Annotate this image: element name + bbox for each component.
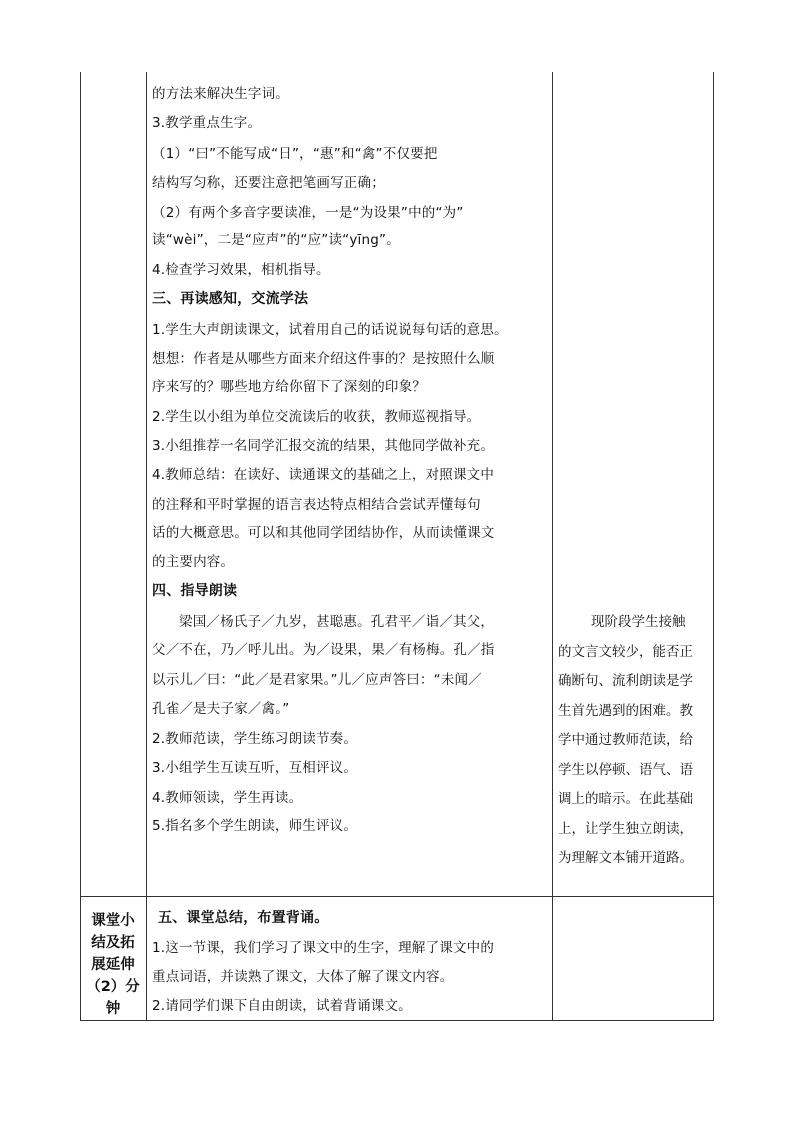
text-line: 1.这一节课，我们学习了课文中的生字，理解了课文中的 (152, 940, 495, 956)
note-line: 现阶段学生接触 (591, 614, 686, 630)
text-line: 4.教师总结：在读好、读通课文的基础之上，对照课文中 (152, 467, 495, 483)
text-line: 的主要内容。 (152, 554, 235, 570)
section-heading: 四、指导朗读 (152, 583, 238, 599)
note-line: 为理解文本铺开道路。 (558, 850, 693, 866)
label-line: 展延伸 (91, 957, 135, 973)
note-line: 确断句、流利朗读是学 (558, 673, 693, 689)
text-line: （1）“曰”不能写成“日”，“惠”和“禽”不仅要把 (152, 146, 438, 162)
text-line: 4.教师领读，学生再读。 (152, 790, 303, 806)
section-heading: 五、课堂总结，布置背诵。 (158, 910, 329, 926)
text-line: 3.小组学生互读互听，互相评议。 (152, 760, 358, 776)
label-line: （2）分 (86, 979, 140, 995)
table-column-divider-2 (552, 72, 553, 1021)
table-border-bottom (80, 1020, 713, 1021)
row-divider (80, 896, 713, 897)
text-line: 梁国／杨氏子／九岁，甚聪惠。孔君平／诣／其父， (179, 614, 495, 630)
note-line: 调上的暗示。在此基础 (558, 791, 693, 807)
text-line: 2.学生以小组为单位交流读后的收获，教师巡视指导。 (152, 409, 481, 425)
table-column-divider-1 (146, 72, 147, 1021)
text-line: 以示儿／曰：“此／是君家果。”儿／应声答曰：“未闻／ (152, 672, 482, 688)
text-line: 1.学生大声朗读课文，试着用自己的话说说每句话的意思。 (152, 322, 508, 338)
label-line: 课堂小 (91, 913, 135, 929)
text-line: 孔雀／是夫子家／禽。” (152, 701, 290, 717)
text-line: 话的大概意思。可以和其他同学团结协作，从而读懂课文 (152, 525, 495, 541)
text-line: 4.检查学习效果，相机指导。 (152, 262, 330, 278)
text-line: 的注释和平时掌握的语言表达特点相结合尝试弄懂每句 (152, 497, 481, 513)
text-line: 结构写匀称，还要注意把笔画写正确； (152, 175, 385, 191)
text-line: 2.教师范读，学生练习朗读节奏。 (152, 731, 358, 747)
text-line: 父／不在，乃／呼儿出。为／设果，果／有杨梅。孔／指 (152, 642, 495, 658)
text-line: （2）有两个多音字要读准，一是“为设果”中的“为” (152, 205, 464, 221)
text-line: 读“wèi”，二是“应声”的“应”读“yīng”。 (152, 232, 400, 248)
text-line: 2.请同学们课下自由朗读，试着背诵课文。 (152, 998, 412, 1014)
label-line: 钟 (105, 1001, 121, 1017)
note-line: 学生以停顿、语气、语 (558, 762, 693, 778)
text-line: 5.指名多个学生朗读，师生评议。 (152, 818, 358, 834)
text-line: 的方法来解决生字词。 (152, 86, 289, 102)
text-line: 3.小组推荐一名同学汇报交流的结果，其他同学做补充。 (152, 438, 495, 454)
text-line: 3.教学重点生字。 (152, 115, 262, 131)
text-line: 重点词语，并读熟了课文，大体了解了课文内容。 (152, 969, 454, 985)
table-border-left (80, 72, 81, 1021)
section-heading: 三、再读感知，交流学法 (152, 291, 309, 307)
note-line: 学中通过教师范读，给 (558, 732, 693, 748)
label-line: 结及拓 (91, 935, 135, 951)
text-line: 序来写的？哪些地方给你留下了深刻的印象？ (152, 379, 426, 395)
table-border-right (713, 72, 714, 1021)
note-line: 上，让学生独立朗读， (558, 821, 693, 837)
text-line: 想想：作者是从哪些方面来介绍这件事的？是按照什么顺 (152, 351, 495, 367)
note-line: 生首先遇到的困难。教 (558, 703, 693, 719)
note-line: 的文言文较少，能否正 (558, 644, 693, 660)
